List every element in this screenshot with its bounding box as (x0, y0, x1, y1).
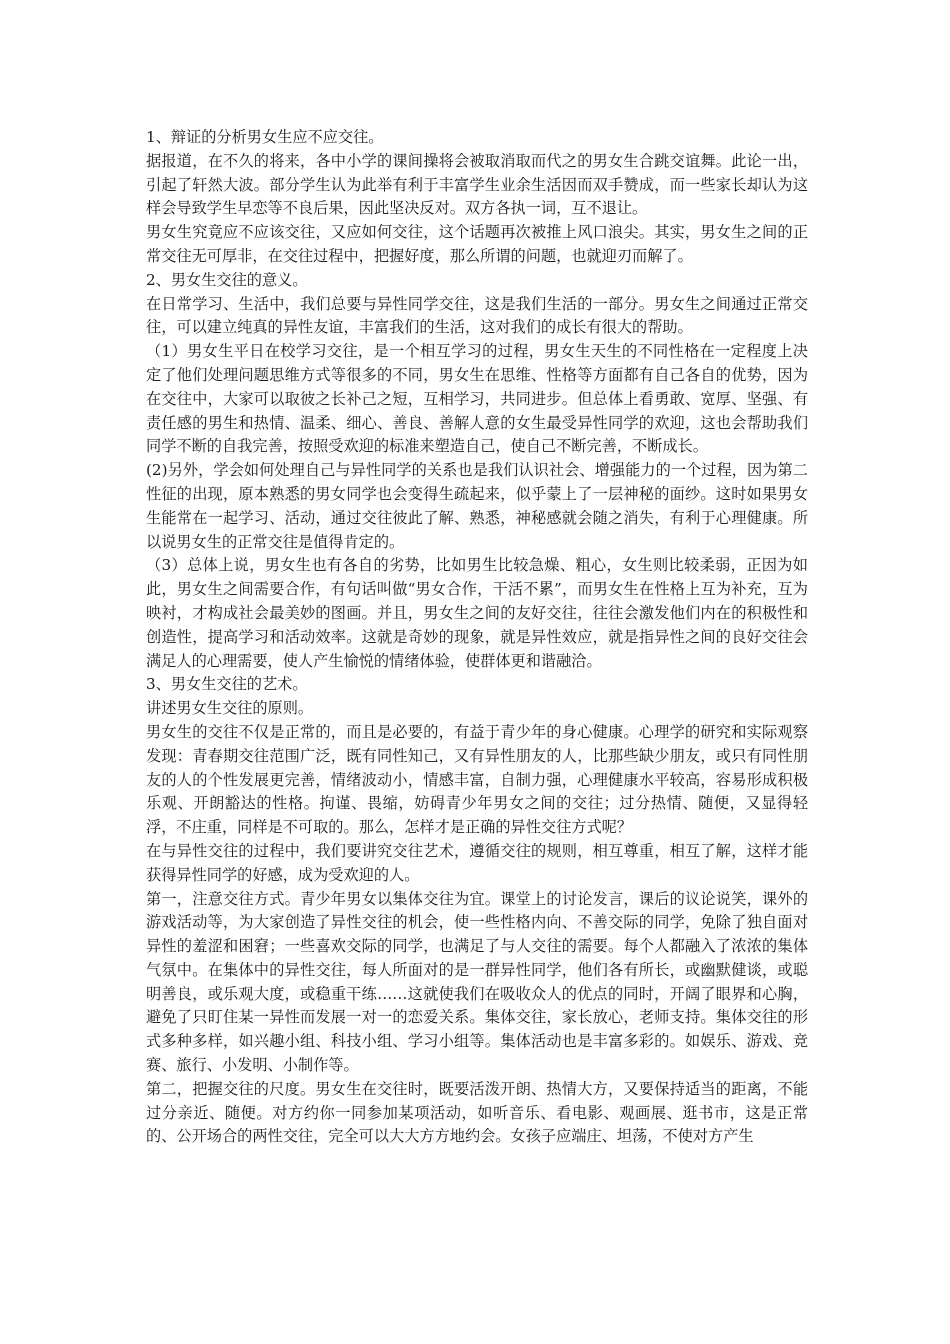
paragraph: 第二，把握交往的尺度。男女生在交往时，既要活泼开朗、热情大方，又要保持适当的距离，不能过分亲近、随便。对方约你一同参加某项活动，如听音乐、看电影、观画展、逛书市，这是正常的、公开场合的两性交往，完全可以大大方方地约会。女孩子应端庄、坦荡，不使对方产生 (146, 1079, 808, 1146)
paragraph: （1）男女生平日在校学习交往，是一个相互学习的过程，男女生天生的不同性格在一定程度上决定了他们处理问题思维方式等很多的不同，男女生在思维、性格等方面都有自己各自的优势，因为在交往中，大家可以取彼之长补己之短，互相学习，共同进步。但总体上看勇敢、宽厚、坚强、有责任感的男生和热情、温柔、细心、善良、善解人意的女生最受异性同学的欢迎，这也会帮助我们同学不断的自我完善，按照受欢迎的标准来塑造自己，使自己不断完善，不断成长。 (146, 342, 808, 456)
paragraph: 男女生究竟应不应该交往，又应如何交往，这个话题再次被推上风口浪尖。其实，男女生之间的正常交往无可厚非，在交往过程中，把握好度，那么所谓的问题，也就迎刃而解了。 (146, 223, 808, 265)
paragraph: 在与异性交往的过程中，我们要讲究交往艺术，遵循交往的规则，相互尊重，相互了解，这样才能获得异性同学的好感，成为受欢迎的人。 (146, 841, 808, 884)
document-body (146, 126, 808, 1149)
heading-2: 2、男女生交往的意义。 (146, 270, 308, 289)
paragraph: 在日常学习、生活中，我们总要与异性同学交往，这是我们生活的一部分。男女生之间通过正常交往，可以建立纯真的异性友谊，丰富我们的生活，这对我们的成长有很大的帮助。 (146, 294, 808, 337)
paragraph: 讲述男女生交往的原则。 (146, 699, 314, 718)
heading-1: 1、辩证的分析男女生应不应交往。 (146, 128, 384, 146)
paragraph: 据报道，在不久的将来，各中小学的课间操将会被取消取而代之的男女生合跳交谊舞。此论一出，引起了轩然大波。部分学生认为此举有利于丰富学生业余生活因而双手赞成，而一些家长却认为这样会导致学生早恋等不良后果，因此坚决反对。双方各执一词，互不退让。 (146, 151, 808, 218)
paragraph: 男女生的交往不仅是正常的，而且是必要的，有益于青少年的身心健康。心理学的研究和实际观察发现：青春期交往范围广泛，既有同性知己，又有异性朋友的人，比那些缺少朋友，或只有同性朋友的人的个性发展更完善，情绪波动小，情感丰富，自制力强，心理健康水平较高，容易形成积极乐观、开朗豁达的性格。拘谨、畏缩，妨碍青少年男女之间的交往；过分热情、随便，又显得轻浮，不庄重，同样是不可取的。那么，怎样才是正确的异性交往方式呢？ (146, 722, 808, 837)
heading-3: 3、男女生交往的艺术。 (146, 675, 308, 694)
paragraph: （3）总体上说，男女生也有各自的劣势，比如男生比较急燥、粗心，女生则比较柔弱，正因为如此，男女生之间需要合作，有句话叫做“男女合作，干活不累”，而男女生在性格上互为补充，互为映衬，才构成社会最美妙的图画。并且，男女生之间的友好交往，往往会激发他们内在的积极性和创造性，提高学习和活动效率。这就是奇妙的现象，就是异性效应，就是指异性之间的良好交往会满足人的心理需要，使人产生愉悦的情绪体验，使群体更和谐融洽。 (146, 556, 808, 670)
paragraph: (2)另外，学会如何处理自己与异性同学的关系也是我们认识社会、增强能力的一个过程，因为第二性征的出现，原本熟悉的男女同学也会变得生疏起来，似乎蒙上了一层神秘的面纱。这时如果男女生能常在一起学习、活动，通过交往彼此了解、熟悉，神秘感就会随之消失，有利于心理健康。所以说男女生的正常交往是值得肯定的。 (146, 461, 808, 551)
paragraph: 第一，注意交往方式。青少年男女以集体交往为宜。课堂上的讨论发言，课后的议论说笑，课外的游戏活动等，为大家创造了异性交往的机会，使一些性格内向、不善交际的同学，免除了独自面对异性的羞涩和困窘；一些喜欢交际的同学，也满足了与人交往的需要。每个人都融入了浓浓的集体气氛中。在集体中的异性交往，每人所面对的是一群异性同学，他们各有所长，或幽默健谈，或聪明善良，或乐观大度，或稳重干练……这就使我们在吸收众人的优点的同时，开阔了眼界和心胸，避免了只盯住某一异性而发展一对一的恋爱关系。集体交往，家长放心，老师支持。集体交往的形式多种多样，如兴趣小组、科技小组、学习小组等。集体活动也是丰富多彩的。如娱乐、游戏、竞赛、旅行、小发明、小制作等。 (146, 889, 808, 1075)
